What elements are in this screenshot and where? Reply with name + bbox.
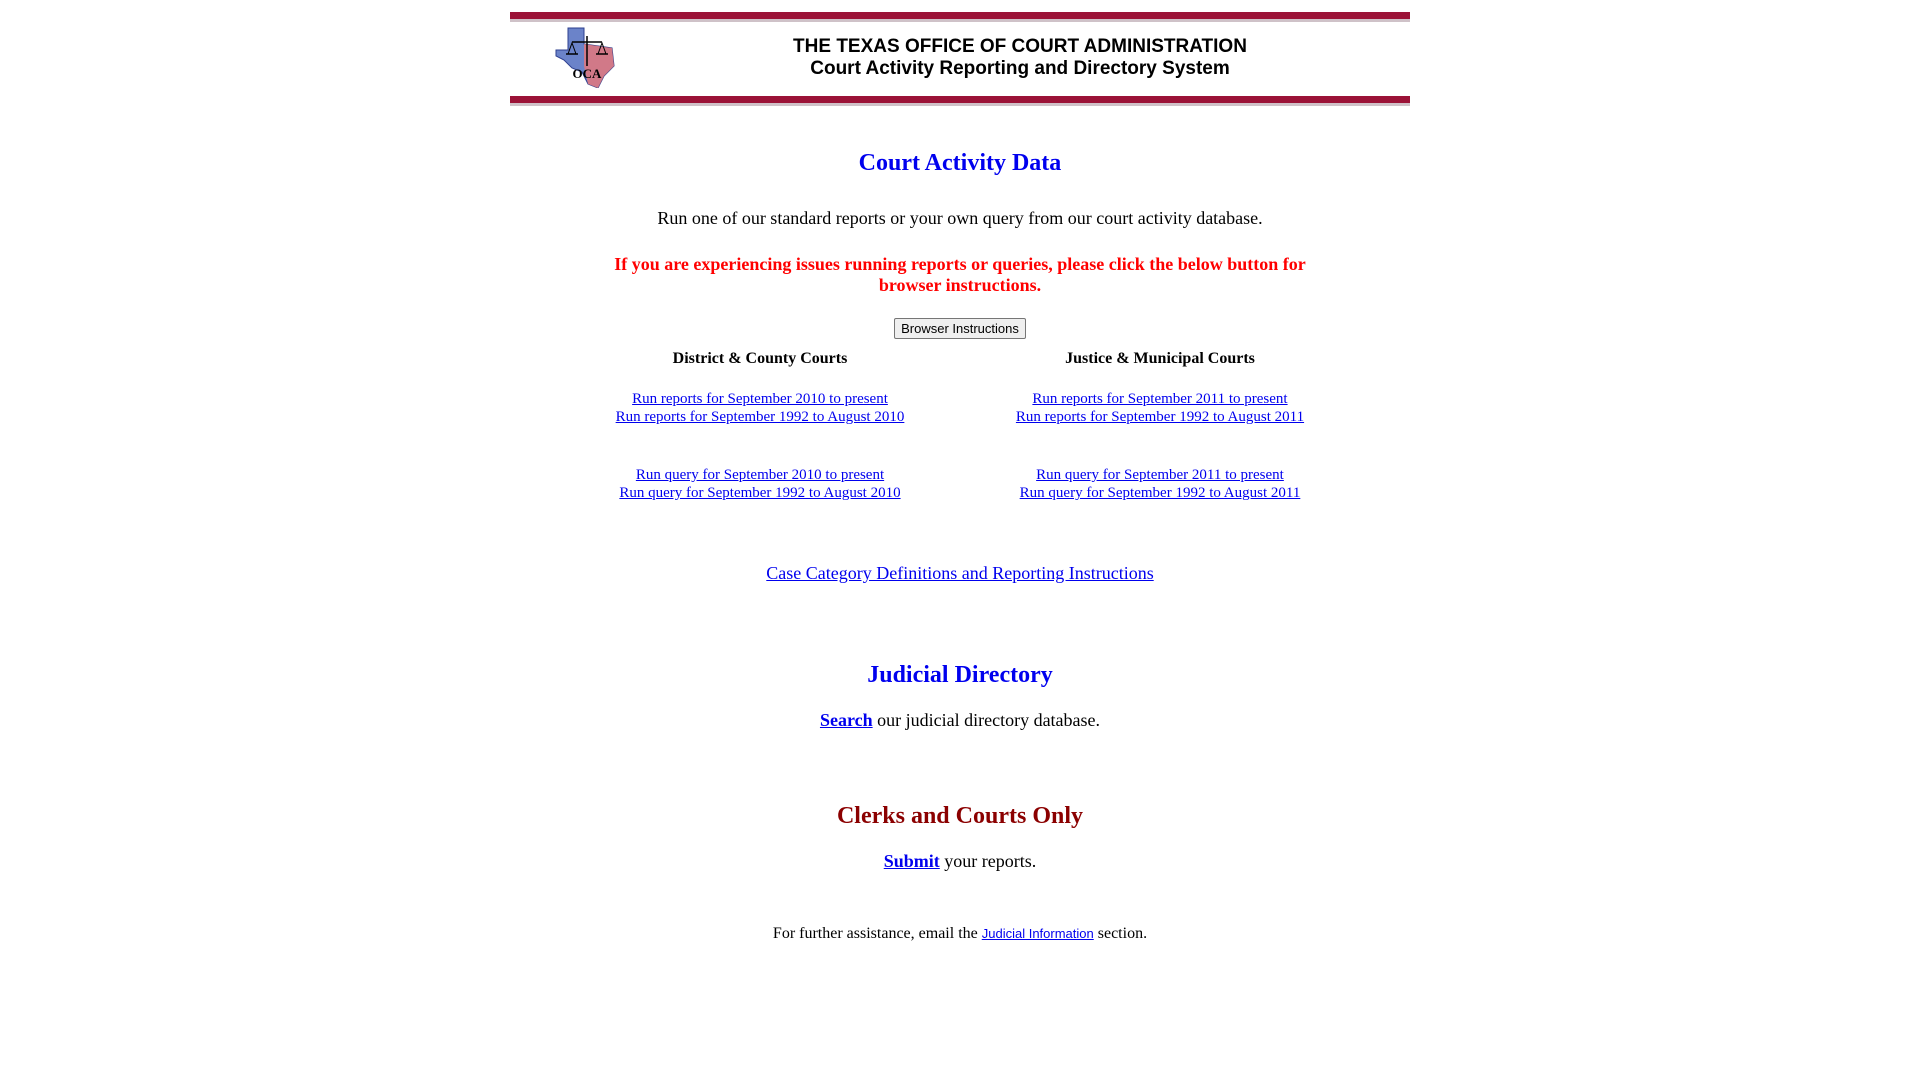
case-category-definitions-link[interactable]: Case Category Definitions and Reporting Instructions [766,563,1154,583]
district-county-title: District & County Courts [672,350,848,367]
browser-instructions-row [0,318,1920,339]
justice-query-2011-present-link[interactable]: Run query for September 2011 to present [1036,467,1284,483]
justice-query-1992-2011-link[interactable]: Run query for September 1992 to August 2011 [1019,485,1301,501]
judicial-directory-search-link[interactable]: Search [819,710,873,730]
judicial-directory-heading: Judicial Directory [867,662,1053,688]
submit-reports-link[interactable]: Submit [883,851,940,871]
justice-municipal-column [950,350,1370,502]
assistance-suffix: section. [1093,925,1148,942]
district-reports-2010-present-link[interactable]: Run reports for September 2010 to present [632,391,888,407]
warning-line-2: browser instructions. [878,275,1042,295]
district-query-2010-present-link[interactable]: Run query for September 2010 to present [635,467,885,483]
clerks-courts-heading: Clerks and Courts Only [836,803,1084,829]
submit-reports-text: your reports. [939,851,1037,871]
judicial-directory-text [0,710,1920,731]
texas-scales-logo-icon [554,26,620,88]
browser-instructions-button[interactable]: Browser Instructions [894,318,1026,339]
system-title: Court Activity Reporting and Directory System [810,58,1230,79]
justice-reports-1992-2011-link[interactable]: Run reports for September 1992 to August 2011 [1015,409,1305,425]
org-title: THE TEXAS OFFICE OF COURT ADMINISTRATION [793,36,1247,57]
district-query-1992-2010-link[interactable]: Run query for September 1992 to August 2010 [619,485,901,501]
logo-text: OCA [572,66,602,81]
justice-reports-2011-present-link[interactable]: Run reports for September 2011 to present [1032,391,1288,407]
clerks-submit-text [0,851,1920,872]
assistance-footer [0,925,1920,943]
header-top-rule [510,12,1410,22]
justice-municipal-title: Justice & Municipal Courts [1065,350,1255,367]
judicial-directory-search-text: our judicial directory database. [872,710,1101,730]
header-titles [660,36,1380,80]
page-header [510,12,1410,108]
district-reports-1992-2010-link[interactable]: Run reports for September 1992 to August 2010 [615,409,905,425]
court-activity-heading: Court Activity Data [858,150,1062,176]
browser-issue-warning [0,254,1920,296]
header-bottom-rule [510,96,1410,106]
assistance-prefix: For further assistance, email the [772,925,982,942]
judicial-information-email-link[interactable]: Judicial Information [981,926,1094,941]
warning-line-1: If you are experiencing issues running reports or queries, please click the below button for [614,254,1306,274]
court-activity-intro: Run one of our standard reports or your own query from our court activity database. [657,208,1263,228]
district-county-column [550,350,970,502]
definitions-row [0,563,1920,584]
